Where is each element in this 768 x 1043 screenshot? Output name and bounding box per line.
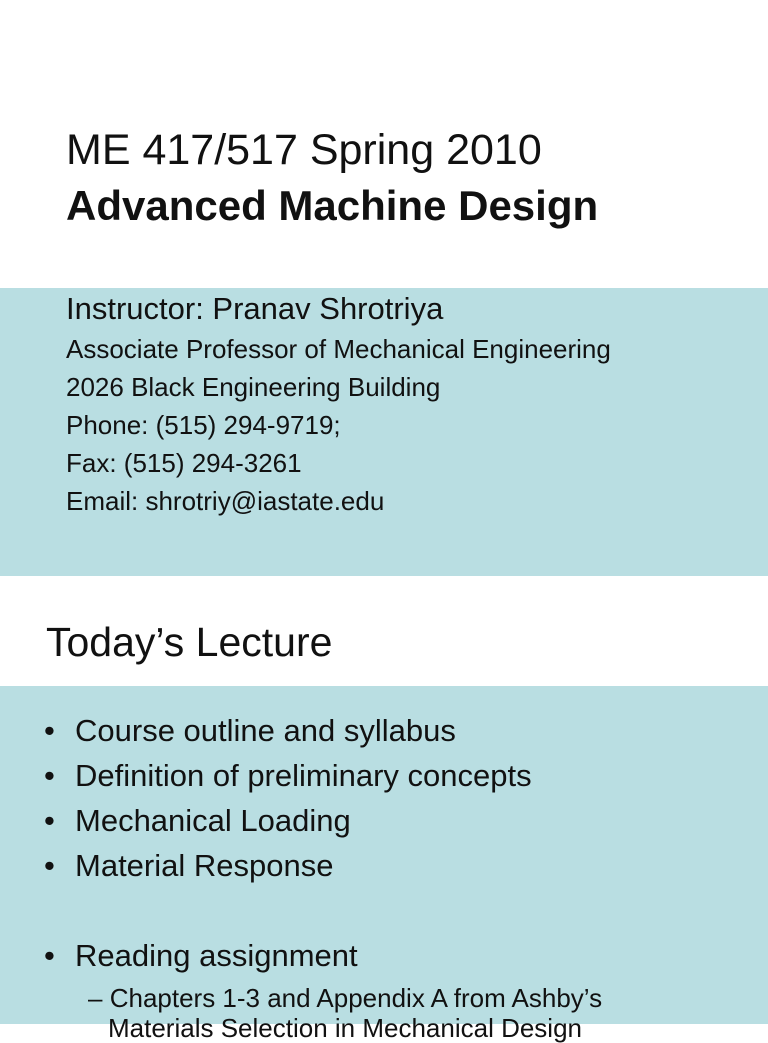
bullet-dot-icon: • <box>44 713 55 748</box>
bullet-dot-icon: • <box>44 803 55 838</box>
instructor-phone: Phone: (515) 294-9719; <box>66 410 341 440</box>
lecture-heading: Today’s Lecture <box>46 619 333 665</box>
bullet-text: Definition of preliminary concepts <box>75 758 532 793</box>
bullet-item <box>44 847 333 885</box>
sub-bullet-continuation: Materials Selection in Mechanical Design <box>108 1013 583 1043</box>
bullet-item <box>44 757 532 795</box>
sub-bullet-text: Chapters 1-3 and Appendix A from Ashby’s <box>109 983 603 1013</box>
bullet-dot-icon: • <box>44 848 55 883</box>
sub-bullet-dash-icon: – <box>88 983 103 1013</box>
instructor-email: Email: shrotriy@iastate.edu <box>66 486 385 516</box>
bullet-item <box>44 712 456 750</box>
bullet-dot-icon: • <box>44 938 55 973</box>
instructor-fax: Fax: (515) 294-3261 <box>66 448 302 478</box>
sub-bullet-item <box>88 983 602 1013</box>
bullet-item <box>44 937 358 975</box>
instructor-position: Associate Professor of Mechanical Engineering <box>66 334 611 364</box>
bullet-text: Course outline and syllabus <box>75 713 456 748</box>
bullet-text: Mechanical Loading <box>75 803 351 838</box>
course-number-line: ME 417/517 Spring 2010 <box>66 126 542 174</box>
course-title: Advanced Machine Design <box>66 182 599 229</box>
bullet-dot-icon: • <box>44 758 55 793</box>
bullet-text: Reading assignment <box>75 938 358 973</box>
bullet-item <box>44 802 351 840</box>
instructor-office: 2026 Black Engineering Building <box>66 372 441 402</box>
bullet-text: Material Response <box>75 848 334 883</box>
instructor-name: Instructor: Pranav Shrotriya <box>66 291 444 326</box>
